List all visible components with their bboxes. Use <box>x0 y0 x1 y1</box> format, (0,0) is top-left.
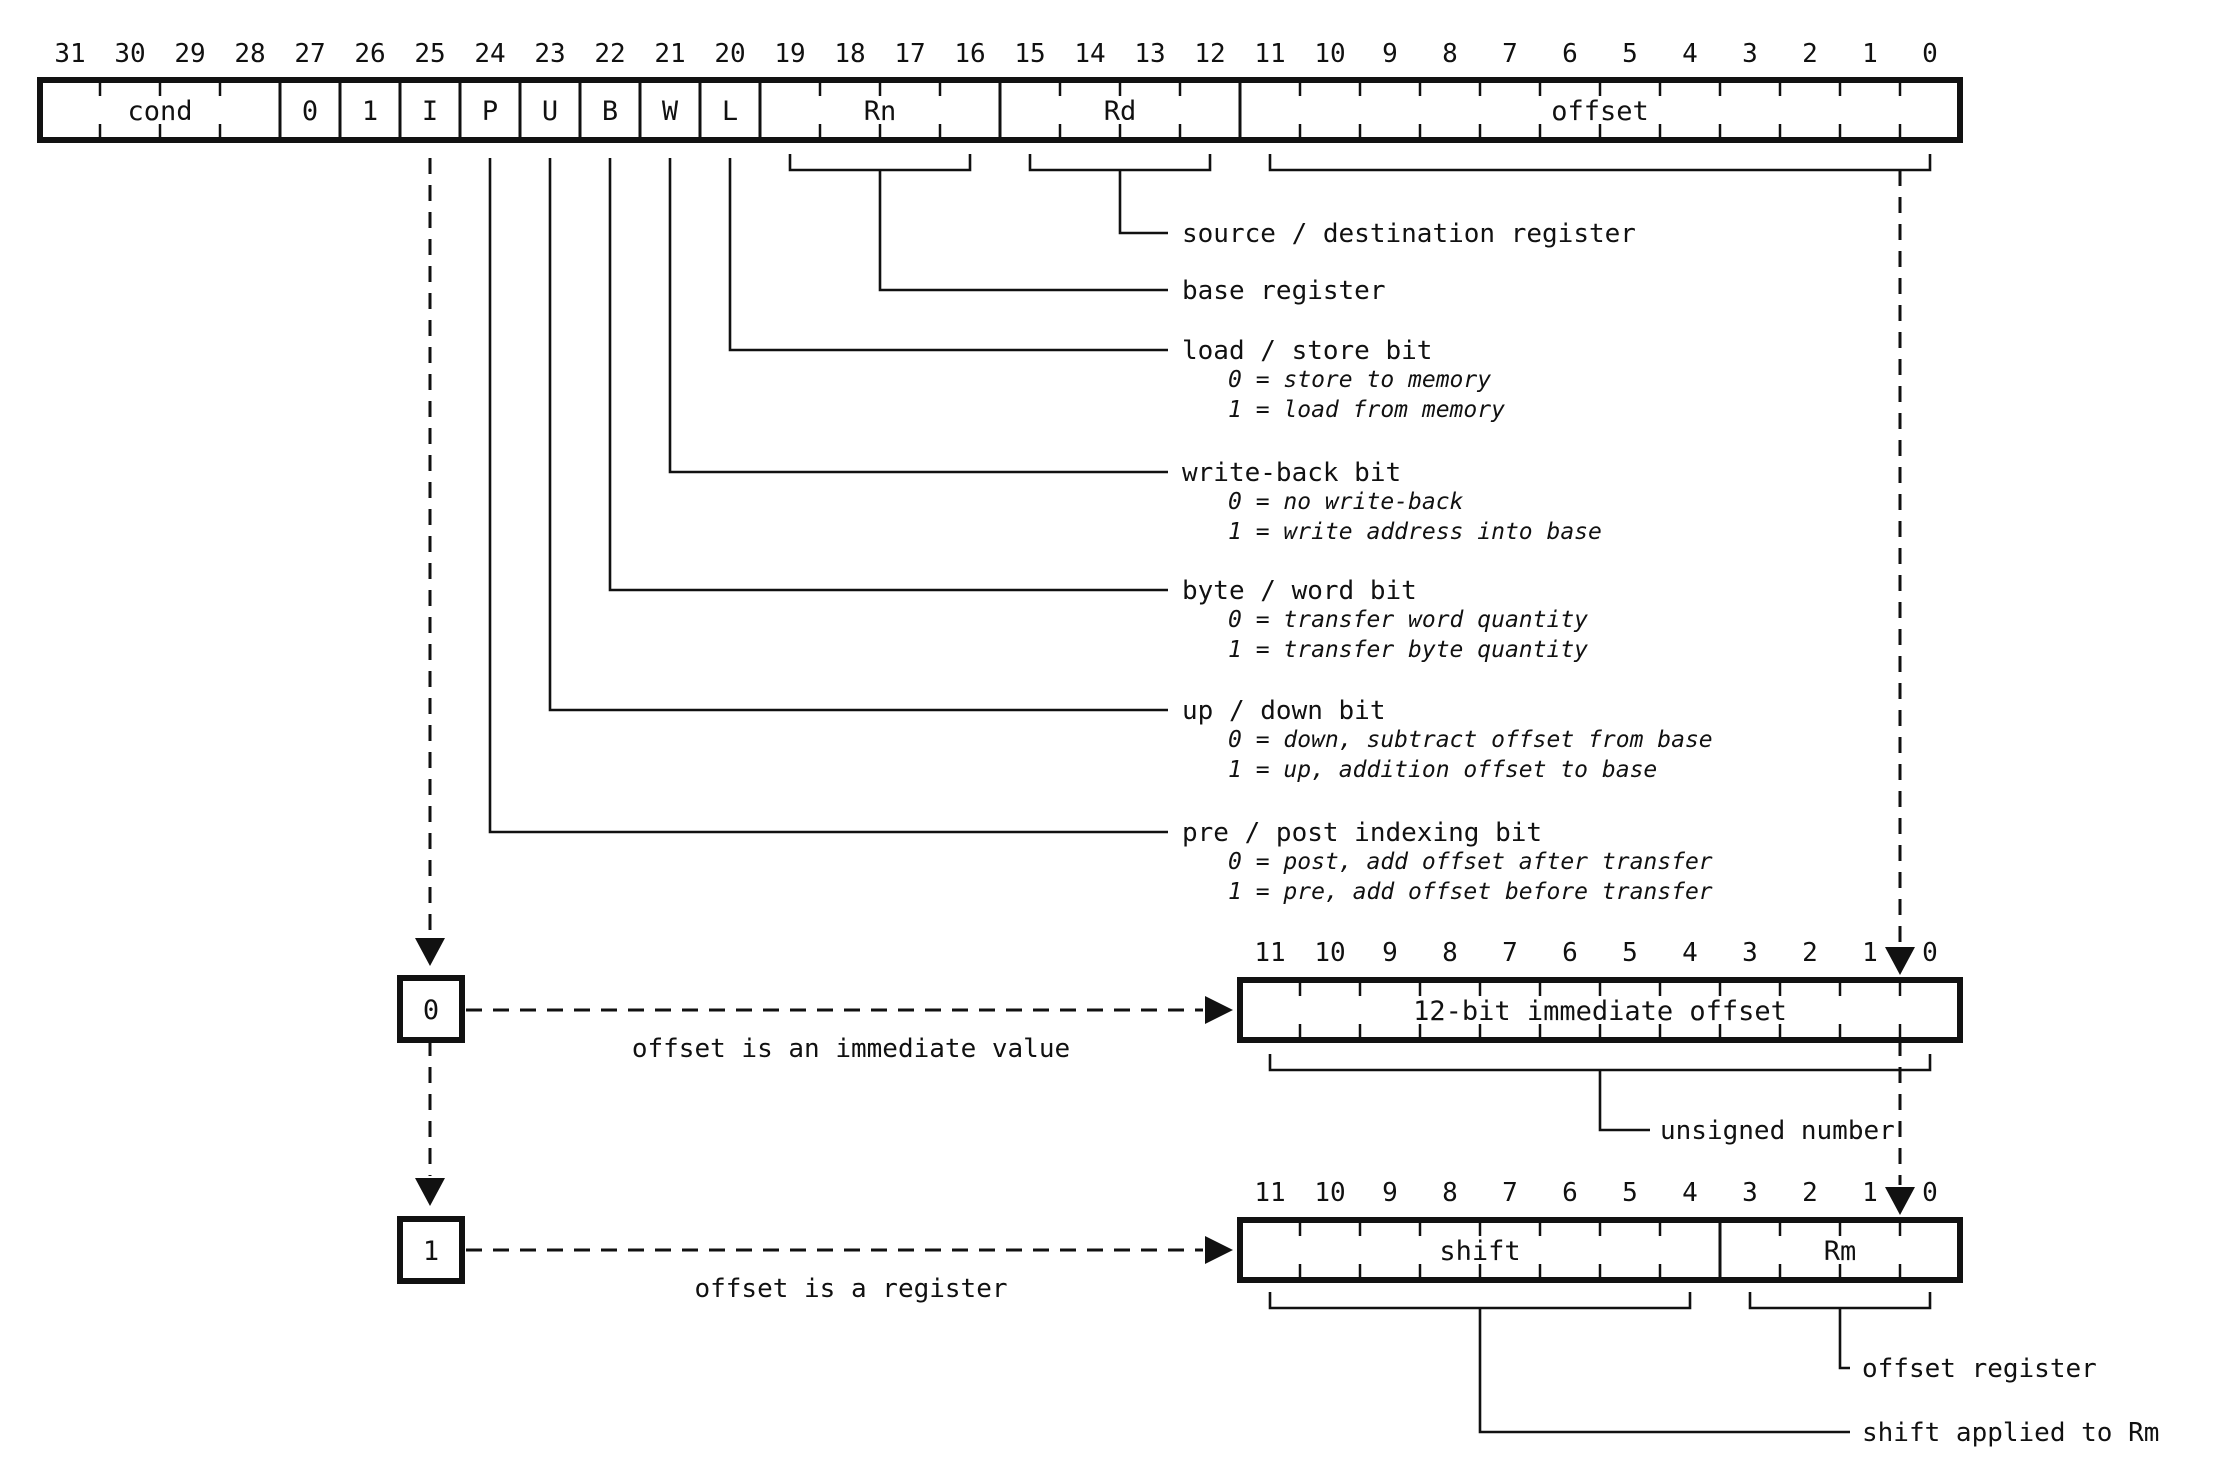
bit-number-label: 9 <box>1382 938 1398 968</box>
register-field-label: W <box>661 96 679 127</box>
annotation-write-back-opt0: 0 = no write-back <box>1228 489 1464 515</box>
offset-register-label: offset register <box>1862 1354 2097 1384</box>
bit-number-label: 11 <box>1254 39 1286 69</box>
register-field-label: 0 <box>301 96 319 127</box>
selector-value-immediate: 0 <box>422 995 440 1026</box>
annotation-up-down-opt0: 0 = down, subtract offset from base <box>1228 727 1713 753</box>
bit-number-label: 6 <box>1562 938 1578 968</box>
shift-note-connector <box>1480 1308 1850 1432</box>
imm-branch-caption: offset is an immediate value <box>631 1034 1071 1064</box>
bit-number-label: 9 <box>1382 39 1398 69</box>
annotation-write-back-opt1: 1 = write address into base <box>1228 519 1602 545</box>
register-field-label: Rn <box>863 96 897 127</box>
register-field-label: U <box>541 96 559 127</box>
up-down-connector <box>550 158 1168 710</box>
bit-number-label: 30 <box>114 39 146 69</box>
register-field-label: 12-bit immediate offset <box>1413 996 1787 1027</box>
annotation-load-store: load / store bit <box>1182 336 1433 366</box>
bit-number-label: 11 <box>1254 1178 1286 1208</box>
shift-applied-label: shift applied to Rm <box>1862 1418 2160 1448</box>
selector-value-register: 1 <box>422 1236 440 1267</box>
annotation-byte-word: byte / word bit <box>1182 576 1417 606</box>
bit-number-label: 6 <box>1562 39 1578 69</box>
annotation-base-register: base register <box>1182 276 1386 306</box>
bit-number-label: 3 <box>1742 39 1758 69</box>
annotation-byte-word-opt0: 0 = transfer word quantity <box>1228 607 1589 633</box>
bit-number-label: 6 <box>1562 1178 1578 1208</box>
rn-connector <box>880 170 1168 290</box>
arrow-down-to-0-box <box>415 938 445 966</box>
bit-number-label: 0 <box>1922 1178 1938 1208</box>
bit-number-label: 8 <box>1442 1178 1458 1208</box>
annotation-pre-post: pre / post indexing bit <box>1182 818 1543 848</box>
bit-number-label: 1 <box>1862 938 1878 968</box>
annotation-load-store-opt0: 0 = store to memory <box>1228 367 1492 393</box>
bit-number-label: 10 <box>1314 39 1346 69</box>
annotation-source-dest: source / destination register <box>1182 219 1636 249</box>
register-field-label: I <box>421 96 439 127</box>
bit-number-label: 3 <box>1742 938 1758 968</box>
arrowhead-imm-branch <box>1205 996 1233 1024</box>
bit-number-label: 16 <box>954 39 986 69</box>
bit-number-label: 5 <box>1622 39 1638 69</box>
bit-number-label: 26 <box>354 39 386 69</box>
arrow-down-to-shift-register <box>1885 1187 1915 1215</box>
byte-word-connector <box>610 158 1168 590</box>
bit-number-label: 4 <box>1682 39 1698 69</box>
reg-branch-caption: offset is a register <box>694 1274 1008 1304</box>
rm-note-connector <box>1840 1308 1850 1368</box>
bit-number-label: 7 <box>1502 938 1518 968</box>
register-field-label: 1 <box>361 96 379 127</box>
bit-number-label: 9 <box>1382 1178 1398 1208</box>
bit-number-label: 3 <box>1742 1178 1758 1208</box>
annotation-pre-post-opt1: 1 = pre, add offset before transfer <box>1228 879 1713 905</box>
annotation-up-down-opt1: 1 = up, addition offset to base <box>1228 757 1658 783</box>
bit-number-label: 1 <box>1862 1178 1878 1208</box>
bit-number-label: 2 <box>1802 39 1818 69</box>
unsigned-number-connector <box>1600 1070 1650 1130</box>
bit-number-label: 31 <box>54 39 86 69</box>
arrow-down-to-imm-register <box>1885 947 1915 975</box>
bit-number-label: 28 <box>234 39 266 69</box>
write-back-connector <box>670 158 1168 472</box>
load-store-connector <box>730 158 1168 350</box>
annotation-pre-post-opt0: 0 = post, add offset after transfer <box>1228 849 1713 875</box>
bit-number-label: 2 <box>1802 1178 1818 1208</box>
bit-number-label: 10 <box>1314 938 1346 968</box>
bit-number-label: 11 <box>1254 938 1286 968</box>
instruction-register <box>40 39 1960 140</box>
bit-number-label: 8 <box>1442 39 1458 69</box>
bit-number-label: 4 <box>1682 1178 1698 1208</box>
register-field-label: L <box>721 96 739 127</box>
pre-post-connector <box>490 158 1168 832</box>
bit-number-label: 5 <box>1622 938 1638 968</box>
bit-number-label: 8 <box>1442 938 1458 968</box>
bit-number-label: 27 <box>294 39 326 69</box>
bit-number-label: 15 <box>1014 39 1046 69</box>
bit-number-label: 13 <box>1134 39 1166 69</box>
immediate-offset-register <box>1240 938 1960 1040</box>
rn-bracket <box>790 154 970 170</box>
bit-number-label: 4 <box>1682 938 1698 968</box>
unsigned-number-label: unsigned number <box>1660 1116 1895 1146</box>
bit-number-label: 24 <box>474 39 506 69</box>
imm-register-bracket <box>1270 1054 1930 1070</box>
bit-number-label: 29 <box>174 39 206 69</box>
register-field-label: P <box>481 96 499 127</box>
bit-number-label: 18 <box>834 39 866 69</box>
offset-bracket <box>1270 154 1930 170</box>
register-field-label: Rd <box>1103 96 1137 127</box>
register-field-label: offset <box>1551 96 1649 127</box>
bit-number-label: 12 <box>1194 39 1226 69</box>
bit-number-label: 19 <box>774 39 806 69</box>
arrowhead-reg-branch <box>1205 1236 1233 1264</box>
register-field-label: B <box>601 96 619 127</box>
bit-number-label: 23 <box>534 39 566 69</box>
bit-number-label: 14 <box>1074 39 1106 69</box>
shift-bracket <box>1270 1292 1690 1308</box>
bit-number-label: 20 <box>714 39 746 69</box>
bit-number-label: 0 <box>1922 39 1938 69</box>
bit-number-label: 25 <box>414 39 446 69</box>
rd-bracket <box>1030 154 1210 170</box>
register-field-label: shift <box>1439 1236 1521 1267</box>
annotation-load-store-opt1: 1 = load from memory <box>1228 397 1505 423</box>
shift-register <box>1240 1178 1960 1280</box>
register-field-label: Rm <box>1823 1236 1857 1267</box>
annotation-write-back: write-back bit <box>1182 458 1402 488</box>
arrow-down-to-1-box <box>415 1178 445 1206</box>
bit-number-label: 10 <box>1314 1178 1346 1208</box>
bit-number-label: 21 <box>654 39 686 69</box>
bit-number-label: 2 <box>1802 938 1818 968</box>
bit-number-label: 1 <box>1862 39 1878 69</box>
annotation-up-down: up / down bit <box>1182 696 1386 726</box>
annotation-byte-word-opt1: 1 = transfer byte quantity <box>1228 637 1589 663</box>
bit-number-label: 5 <box>1622 1178 1638 1208</box>
bit-number-label: 17 <box>894 39 926 69</box>
bit-number-label: 7 <box>1502 39 1518 69</box>
bit-number-label: 0 <box>1922 938 1938 968</box>
register-field-label: cond <box>127 96 193 127</box>
rd-connector <box>1120 170 1168 233</box>
bit-number-label: 7 <box>1502 1178 1518 1208</box>
bit-number-label: 22 <box>594 39 626 69</box>
rm-bracket <box>1750 1292 1930 1308</box>
